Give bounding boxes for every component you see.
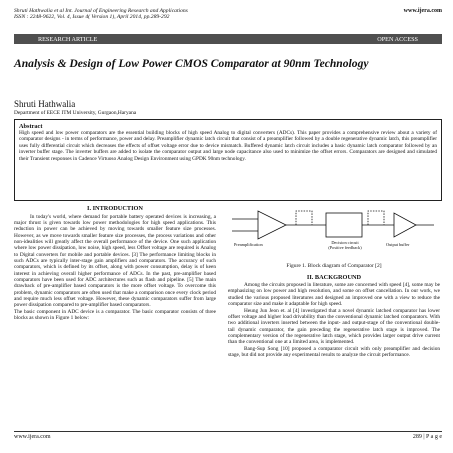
left-column: [14, 205, 216, 321]
background-paragraph-2: Heung Jun Jeon et. al [4] investigated that a novel dynamic latched comparator has lower offset voltage and higher load drivability than the conventional dynamic latched comparators. With two additional inverters inserted between the input- and output-stage of the conventional double-tail dynamic comparator, the gain preceding the regenerative latch stage is improved. The complementary version of the regenerative latch stage, which provides larger output drive current than the conventional one at a limited area, is implemented.: [228, 307, 440, 346]
article-banner: [14, 34, 442, 44]
preamp-triangle: [258, 211, 286, 239]
intro-paragraph-1: In today's world, where demand for portable battery operated devices is increasing, a major thrust is given towards low power methodologies for high speed applications. This reduction in power can be achieved by moving towards smaller feature size processes. However, as we move towards smaller feature size processes, the process variations and other non-idealities will greatly affect the overall performance of the device. One such application where low power dissipation, low noise, high speed, less Offset voltage are required is Analog to Digital converters for mobile and portable devices. [3] The performance limiting blocks in such ADCs are typically inter-stage gain amplifiers and comparators. The accuracy of such comparators, which is defined by its offset, along with power consumption, delay is of keen interest in achieving overall higher performance of ADCs. In the past, pre-amplifier based comparators have been used for ADC architectures such as flash and pipeline. [5] The main drawback of pre-amplifier based comparators is the more offset voltage. To overcome this problem, dynamic comparators are often used that make a comparison once every clock period and require much less offset voltage. However, these dynamic comparators suffer from large power dissipation compared to pre-amplifier based comparators.: [14, 213, 216, 309]
right-column: [228, 205, 440, 358]
banner-left: RESEARCH ARTICLE: [38, 35, 98, 43]
background-heading: II. BACKGROUND: [306, 273, 362, 281]
label-preamplification: Preamplification: [234, 242, 263, 247]
label-decision-circuit: Decision circuit (Positive feedback): [328, 240, 362, 251]
issn-line: ISSN : 2248-9622, Vol. 4, Issue 4( Version 1), April 2014, pp.289-292: [14, 14, 170, 21]
block-diagram-figure: [228, 205, 440, 260]
background-paragraph-1: Among the circuits proposed in literature, some are concerned with speed [4], some may be emphasizing on low power and high resolution, and some on offset cancellation. In our work, we studied the various proposed literatures and designed an improved one with a view to reduce the comparator size and make it adaptable for high speed.: [228, 282, 440, 308]
page-number: 289 | P a g e: [412, 434, 442, 440]
paper-title: Analysis & Design of Low Power CMOS Comparator at 90nm Technology: [14, 57, 369, 70]
header-site-link[interactable]: www.ijera.com: [403, 8, 442, 14]
abstract-heading: Abstract: [19, 123, 43, 130]
author-affiliation: Department of EECE ITM University, Gurgaon,Haryana: [14, 110, 137, 116]
intro-heading: I. INTRODUCTION: [87, 205, 143, 212]
decision-block: [326, 213, 362, 237]
page-footer: [14, 431, 442, 440]
author-name: Shruti Hathwalia: [14, 99, 76, 109]
abstract-text: High speed and low power comparators are the essential building blocks of high speed Analog to digital converters (ADCs). This paper provides a comprehensive review about a variety of comparator designs - in terms of performance, power and delay. Preamplifier dynamic latch circuit that consist of a preamplifier followed by a double regenerative dynamic latch, this preamplifier uses fully differential circuit which decreases the effects of offset voltage error due to device mismatch. Buffered dynamic latch circuit includes a basic dynamic latch comparator followed by an inverter buffer stage. The inverter buffers are added to isolate the comparator output and large node capacitance also used to minimize the offset errors. Comparators are designed and simulated their Transient responses in Cadence Virtuoso Analog Design Environment using GPDK 90nm technology.: [19, 130, 437, 162]
abstract-box: [14, 119, 442, 201]
background-paragraph-3: Bang-Sup Song [10] proposed a comparator circuit with only preamplifier and decision stage, but did not provide any experimental results to analyze the circuit performance.: [228, 345, 440, 358]
banner-right: OPEN ACCESS: [377, 35, 418, 43]
intro-paragraph-2: The basic component in ADC device is a comparator. The basic comparator consists of three blocks as shown in Figure 1 below:: [14, 308, 216, 322]
block-diagram: [228, 205, 440, 260]
footer-site-link[interactable]: www.ijera.com: [14, 434, 51, 440]
journal-line: Shruti Hathwalia et al Int. Journal of Engineering Research and Applications: [14, 8, 188, 14]
running-header: [14, 8, 442, 21]
label-output-buffer: Output buffer: [386, 242, 410, 247]
figure-caption: Figure 1. Block diagram of Comparator [2]: [286, 263, 382, 269]
buffer-triangle: [394, 213, 416, 237]
